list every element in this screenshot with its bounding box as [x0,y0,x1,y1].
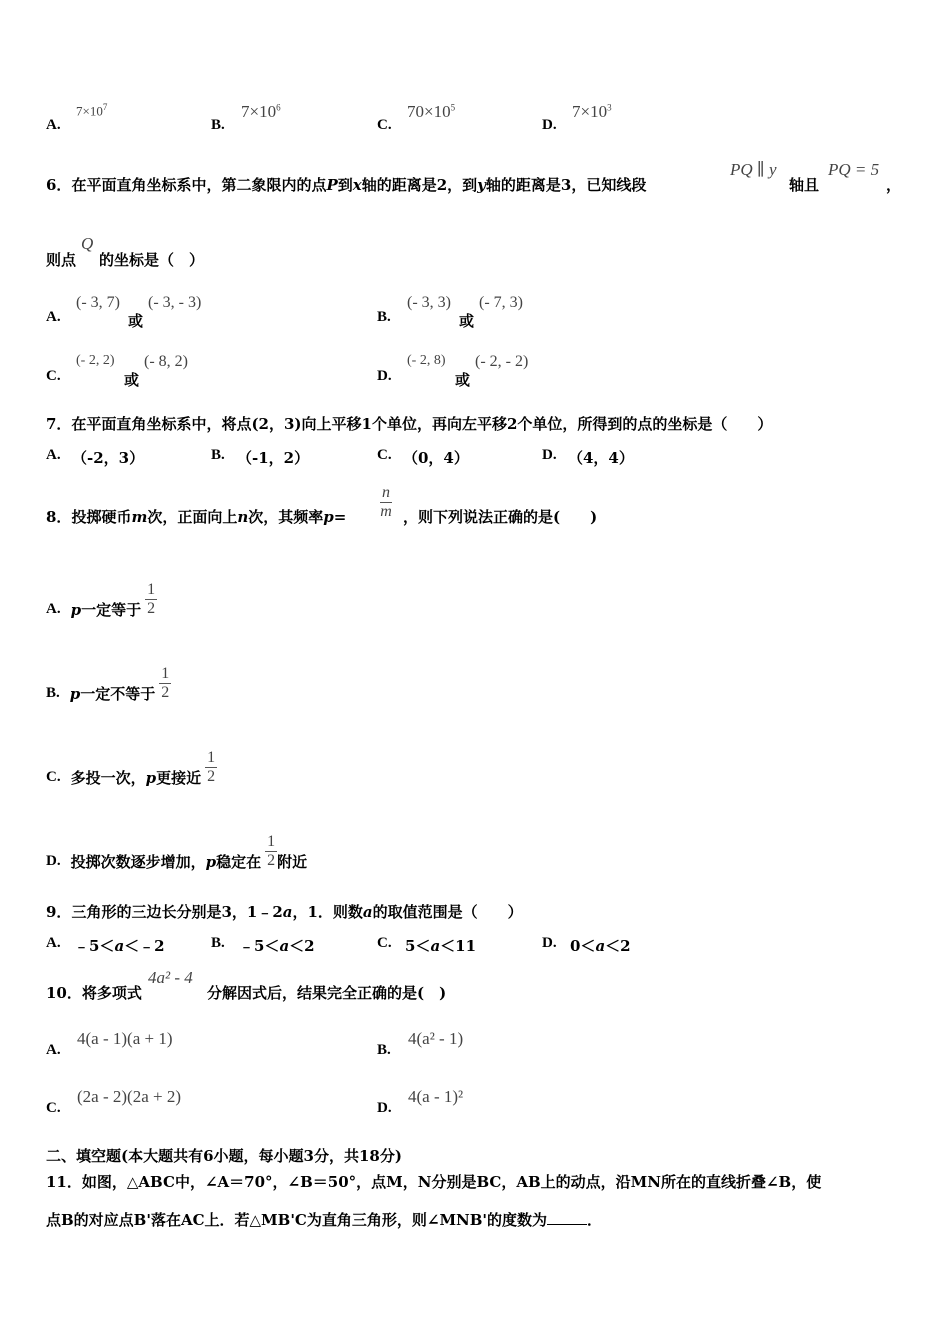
pq-equals-5: PQ = 5 [828,160,880,179]
denominator: 2 [161,684,170,701]
or-text: 或 [455,371,471,389]
option-label: C. [46,368,61,384]
option-label: C. [46,769,61,785]
variable-p: p [69,684,81,703]
exponent: 6 [276,102,281,113]
question-6-comma: ， [886,176,902,194]
pq-parallel-y: PQ ∥ y [730,160,777,179]
range-suffix: ＜2 [289,937,315,955]
option-row [46,749,217,796]
coordinate-2: (- 8, 2) [144,353,188,370]
option-label: A. [46,935,61,951]
coordinate-2: (- 3, - 3) [148,294,202,311]
numerator: 1 [267,833,276,850]
coefficient: 7 [572,102,581,121]
factored-expression: 4(a - 1)² [408,1087,464,1106]
question-11-line-2: 点B的对应点B'落在AC上．若△MB'C为直角三角形，则∠MNB'的度数为 ． [46,1211,603,1229]
range-prefix: ﹣5＜ [239,937,280,955]
scientific-notation [76,102,107,119]
option-prefix: 多投一次， [70,769,146,787]
option-label: A. [46,447,61,463]
question-8-line-end: ，则下列说法正确的是( ) [403,508,598,526]
variable-p: p [70,600,82,619]
option-label: B. [377,309,391,325]
question-9-line: 9．三角形的三边长分别是3，1﹣2a，1．则数a的取值范围是（ ） [46,903,523,921]
option-label: D. [46,853,61,869]
option-label: B. [377,1042,391,1058]
coordinate-1: (- 3, 7) [76,294,120,311]
times-sign: × [580,102,591,121]
denominator: 2 [207,768,216,785]
denominator: 2 [147,600,156,617]
option-text: （-2，3） [72,449,145,467]
fraction-one-half [145,581,157,618]
exponent: 7 [102,102,108,112]
or-text: 或 [459,312,475,330]
or-text: 或 [128,312,144,330]
range-suffix: ＜﹣2 [124,937,165,955]
exponent: 5 [450,102,456,113]
option-label: D. [377,368,392,384]
factored-expression: 4(a - 1)(a + 1) [77,1029,173,1048]
option-label: A. [46,1042,61,1058]
option-text [570,935,631,956]
scientific-notation [572,102,612,122]
range-prefix: 0＜ [570,937,596,955]
question-6-axis-text: 轴且 [789,176,820,194]
times-sign: × [424,102,434,121]
option-text [74,935,165,956]
option-row [46,833,308,880]
coefficient: 7 [241,102,250,121]
or-text: 或 [124,371,140,389]
option-label: C. [46,1100,61,1116]
answer-blank[interactable] [547,1210,587,1225]
option-text: （-1，2） [237,449,310,467]
option-label: D. [542,447,557,463]
option-label: A. [46,117,61,133]
option-row [46,665,171,712]
coefficient: 70 [407,102,424,121]
option-label: D. [542,117,557,133]
factored-expression: 4(a² - 1) [408,1029,464,1048]
option-text: 稳定在 [216,853,262,871]
exponent: 3 [607,102,612,113]
denominator: 2 [267,852,276,869]
variable-a: a [114,937,125,955]
option-text: 一定不等于 [80,685,156,703]
range-suffix: ＜2 [605,937,631,955]
variable-a: a [430,937,441,955]
coordinate-2: (- 2, - 2) [475,353,529,370]
section-2-title: 二、填空题(本大题共有6小题，每小题3分，共18分) [46,1147,402,1165]
option-label: C. [377,447,392,463]
power-base: 10 [259,102,277,121]
option-text: 更接近 [156,769,202,787]
range-suffix: ＜11 [440,937,477,955]
numerator: 1 [207,749,216,766]
coordinate-2: (- 7, 3) [479,294,523,311]
range-prefix: 5＜ [405,937,431,955]
question-7-text: 7．在平面直角坐标系中，将点(2，3)向上平移1个单位，再向左平移2个单位，所得到的点的坐标是（ ） [46,415,773,433]
option-text [239,935,315,956]
fraction-one-half [159,665,171,702]
option-label: B. [211,117,225,133]
variable-p: p [145,768,157,787]
numerator: 1 [147,581,156,598]
option-label: D. [542,935,557,951]
fraction-one-half [205,749,217,786]
option-text: 一定等于 [81,601,142,619]
variable-a: a [595,937,606,955]
factored-expression: (2a - 2)(2a + 2) [77,1087,181,1106]
frequency-fraction: $\frac{n}{m}$ [380,484,392,520]
question-6-line-2-prefix: 则点 [46,251,77,269]
question-10-suffix: 分解因式后，结果完全正确的是( ) [207,984,447,1002]
option-prefix: 投掷次数逐步增加， [70,853,206,871]
option-label: A. [46,601,61,617]
times-sign: × [82,103,90,119]
question-10-prefix: 10．将多项式 [46,984,142,1002]
times-sign: × [249,102,260,121]
numerator: 1 [161,665,170,682]
option-label: A. [46,309,61,325]
power-base: 10 [89,103,103,119]
coefficient: 7 [76,103,83,119]
polynomial: 4a² - 4 [148,968,193,987]
coordinate-1: (- 3, 3) [407,294,451,311]
coordinate-1: (- 2, 2) [76,353,115,368]
question-6-line-1: 6．在平面直角坐标系中，第二象限内的点P到x轴的距离是2，到y轴的距离是3，已知线段 [46,176,647,194]
range-prefix: ﹣5＜ [74,937,115,955]
option-text: （0，4） [403,449,469,467]
question-8-line: 8．投掷硬币m次，正面向上n次，其频率p= [46,508,347,526]
option-text: （4，4） [568,449,634,467]
option-row [46,581,157,628]
option-label: B. [211,447,225,463]
option-label: B. [46,685,60,701]
point-q: Q [81,234,94,253]
scientific-notation [241,102,281,122]
option-label: C. [377,117,392,133]
power-base: 10 [433,102,451,121]
question-6-line-2-suffix: 的坐标是（ ） [99,251,205,269]
fraction-one-half [265,833,277,870]
power-base: 10 [590,102,608,121]
option-label: C. [377,935,392,951]
option-suffix: 附近 [277,853,308,871]
variable-p: p [205,852,217,871]
scientific-notation [407,102,455,122]
option-label: D. [377,1100,392,1116]
variable-a: a [279,937,290,955]
option-label: B. [211,935,225,951]
option-text [405,935,476,956]
question-11-line-1: 11．如图，△ABC中，∠A＝70°，∠B＝50°，点M，N分别是BC，AB上的动点，沿MN所在的直线折叠∠B，使 [46,1173,822,1191]
coordinate-1: (- 2, 8) [407,353,446,368]
